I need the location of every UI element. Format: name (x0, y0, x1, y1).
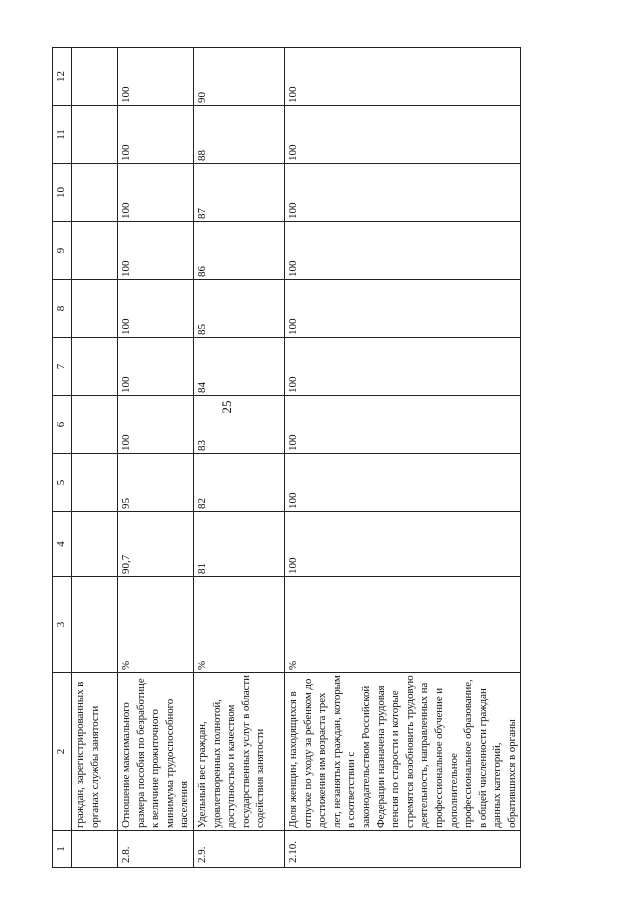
table-row (193, 48, 284, 868)
value-cell: 88 (193, 106, 284, 164)
column-header: 10 (53, 164, 72, 222)
value-cell: 90,7 (118, 512, 194, 577)
value-cell (72, 338, 118, 396)
value-cell: 87 (193, 164, 284, 222)
column-header: 4 (53, 512, 72, 577)
indicator-cell: Удельный вес граждан, удовлетворенных полнотой, доступностью и качеством государственных услуг в области содействия занятости (193, 673, 284, 831)
row-number: 2.10. (284, 831, 521, 868)
value-cell (72, 512, 118, 577)
value-cell: 82 (193, 454, 284, 512)
column-header: 11 (53, 106, 72, 164)
table-row (118, 48, 194, 868)
value-cell: 100 (284, 338, 521, 396)
value-cell: 100 (284, 222, 521, 280)
value-cell: 83 (193, 396, 284, 454)
value-cell (72, 222, 118, 280)
row-number: 2.8. (118, 831, 194, 868)
value-cell: 84 (193, 338, 284, 396)
value-cell: 100 (118, 280, 194, 338)
column-header: 5 (53, 454, 72, 512)
table-rotated-wrapper (52, 48, 518, 868)
value-cell: 90 (193, 48, 284, 106)
value-cell: 100 (118, 48, 194, 106)
column-header: 6 (53, 396, 72, 454)
value-cell: 100 (118, 164, 194, 222)
value-cell (72, 454, 118, 512)
value-cell: 100 (284, 280, 521, 338)
value-cell (72, 280, 118, 338)
indicator-cell: Доля женщин, находящихся в отпуске по уходу за ребенком до достижения им возраста трех лет, незанятых граждан, которым в соответствии с законодательством Российской Федерации назначена трудовая пенсия по старости и которые стремятся возобновить трудовую деятельность, направленных на профессиональное обучение и дополнительное профессиональное образование, в общей численности граждан данных категорий, обратившихся в органы (284, 673, 521, 831)
unit-cell: % (284, 577, 521, 673)
value-cell (72, 164, 118, 222)
page-number: 25 (219, 400, 234, 414)
table-row (72, 48, 118, 868)
value-cell: 100 (284, 512, 521, 577)
value-cell: 81 (193, 512, 284, 577)
value-cell: 100 (284, 454, 521, 512)
value-cell: 85 (193, 280, 284, 338)
row-number: 2.9. (193, 831, 284, 868)
value-cell: 100 (284, 164, 521, 222)
value-cell: 100 (118, 338, 194, 396)
header-row (53, 48, 72, 868)
value-cell (72, 106, 118, 164)
column-header: 9 (53, 222, 72, 280)
value-cell: 100 (284, 48, 521, 106)
value-cell: 100 (118, 396, 194, 454)
column-header: 2 (53, 673, 72, 831)
unit-cell: % (118, 577, 194, 673)
column-header: 3 (53, 577, 72, 673)
value-cell (72, 48, 118, 106)
row-number (72, 831, 118, 868)
value-cell: 100 (284, 106, 521, 164)
value-cell: 100 (118, 106, 194, 164)
unit-cell (72, 577, 118, 673)
value-cell (72, 396, 118, 454)
indicators-table (52, 47, 521, 868)
column-header: 1 (53, 831, 72, 868)
indicator-cell: Отношение максимального размера пособия по безработице к величине прожиточного минимума трудоспособного населения (118, 673, 194, 831)
column-header: 7 (53, 338, 72, 396)
column-header: 12 (53, 48, 72, 106)
value-cell: 100 (284, 396, 521, 454)
table-row (284, 48, 521, 868)
unit-cell: % (193, 577, 284, 673)
value-cell: 86 (193, 222, 284, 280)
indicator-cell: граждан, зарегистрированных в органах службы занятости (72, 673, 118, 831)
value-cell: 95 (118, 454, 194, 512)
column-header: 8 (53, 280, 72, 338)
value-cell: 100 (118, 222, 194, 280)
